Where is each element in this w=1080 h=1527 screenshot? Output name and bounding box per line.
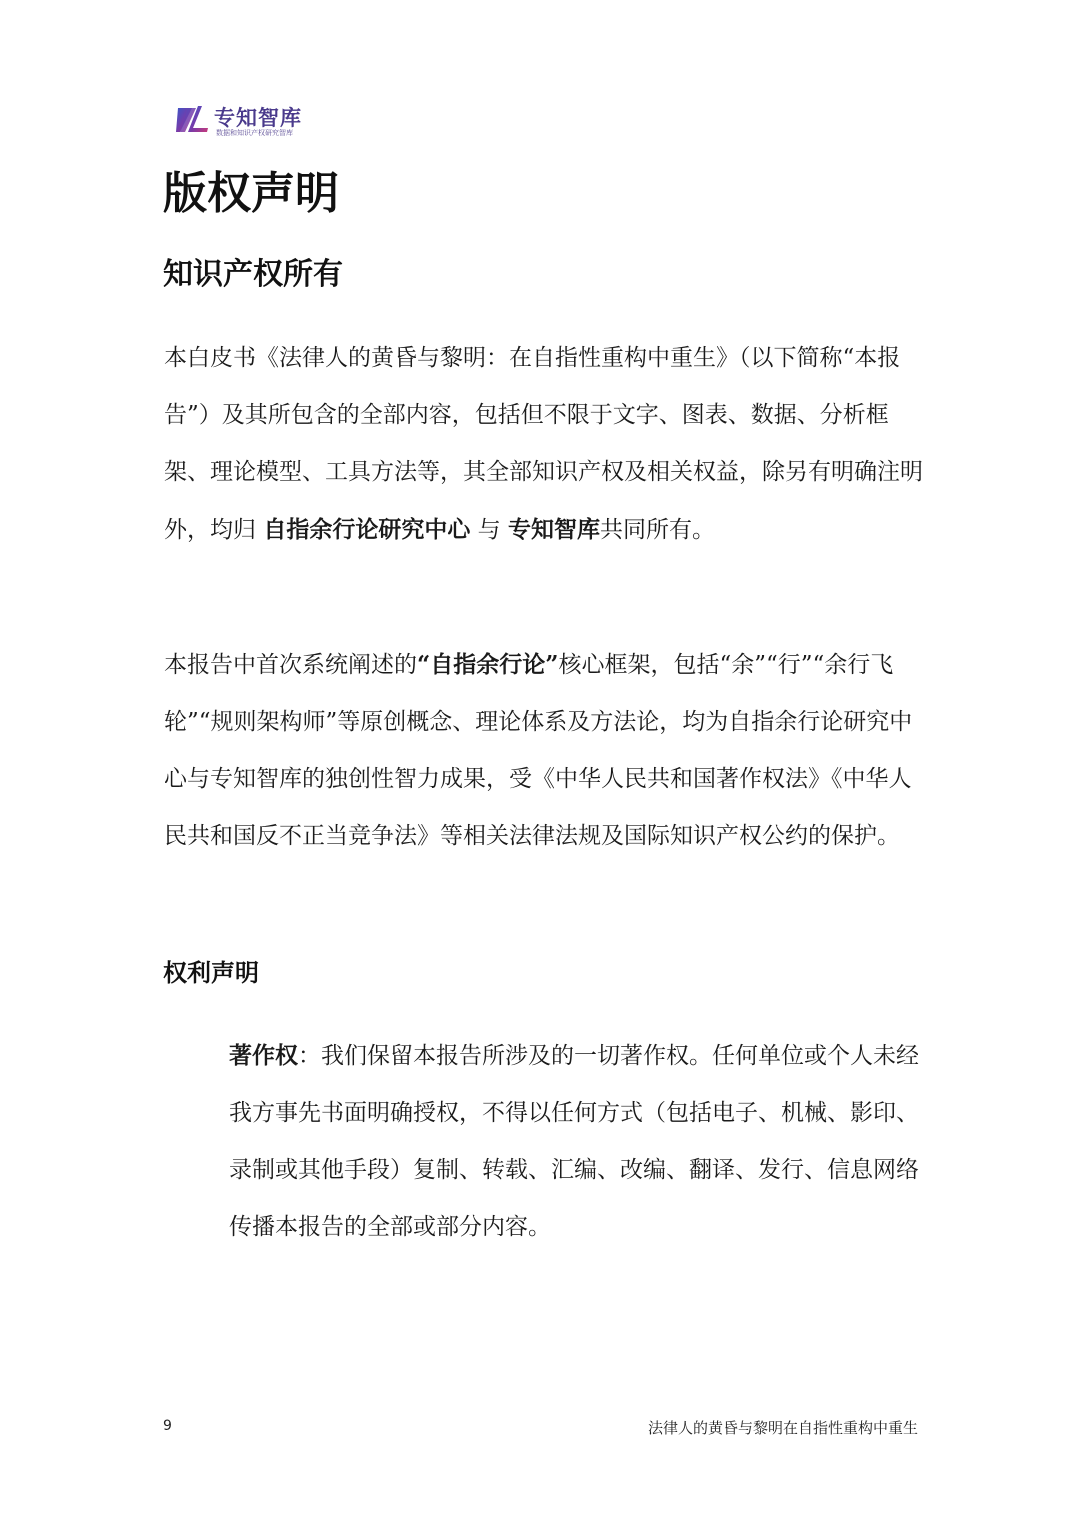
paragraph-text: 本白皮书《法律人的黄昏与黎明：在自指性重构中重生》（以下简称“本报告”）及其所包含的全部内容，包括但不限于文字、图表、数据、分析框架、理论模型、工具方法等，其全部知识产权及相关权益，除另有明确注明外，均归: [164, 345, 923, 543]
rights-item-label: 著作权: [229, 1042, 298, 1069]
paragraph-text: 核心框架，包括“余”“行”“余行飞轮”“规则架构师”等原创概念、理论体系及方法论，均为自指余行论研究中心与专知智库的独创性智力成果，受《中华人民共和国著作权法》《中华人民共和国反不正当竞争法》等相关法律法规及国际知识产权公约的保护。: [164, 652, 913, 849]
bold-org-name: 专知智库: [507, 516, 600, 543]
section-heading-ip-ownership: 知识产权所有: [163, 257, 343, 292]
bold-framework-name: “自指余行论”: [417, 651, 559, 678]
paragraph-text: 与: [470, 517, 508, 543]
footer-doc-title: 法律人的黄昏与黎明在自指性重构中重生: [647, 1419, 918, 1437]
logo-tagline: 数据和知识产权研究智库: [216, 129, 293, 137]
rights-item-copyright: [229, 1027, 919, 1256]
page-title: 版权声明: [163, 168, 339, 219]
paragraph-text: 本报告中首次系统阐述的: [164, 652, 417, 678]
bold-org-name: 自指余行论研究中心: [263, 516, 471, 543]
paragraph-framework: [164, 636, 924, 865]
zl-logo-icon: [176, 102, 212, 138]
logo-name: 专知智库: [214, 106, 302, 130]
page-number: 9: [163, 1418, 172, 1434]
paragraph-text: 共同所有。: [599, 517, 715, 543]
paragraph-ownership: [164, 330, 924, 559]
section-heading-rights: 权利声明: [163, 959, 259, 987]
brand-logo: [176, 102, 316, 140]
rights-item-text: ：我们保留本报告所涉及的一切著作权。任何单位或个人未经我方事先书面明确授权，不得以任何方式（包括电子、机械、影印、录制或其他手段）复制、转载、汇编、改编、翻译、发行、信息网络传播本报告的全部或部分内容。: [229, 1043, 919, 1240]
